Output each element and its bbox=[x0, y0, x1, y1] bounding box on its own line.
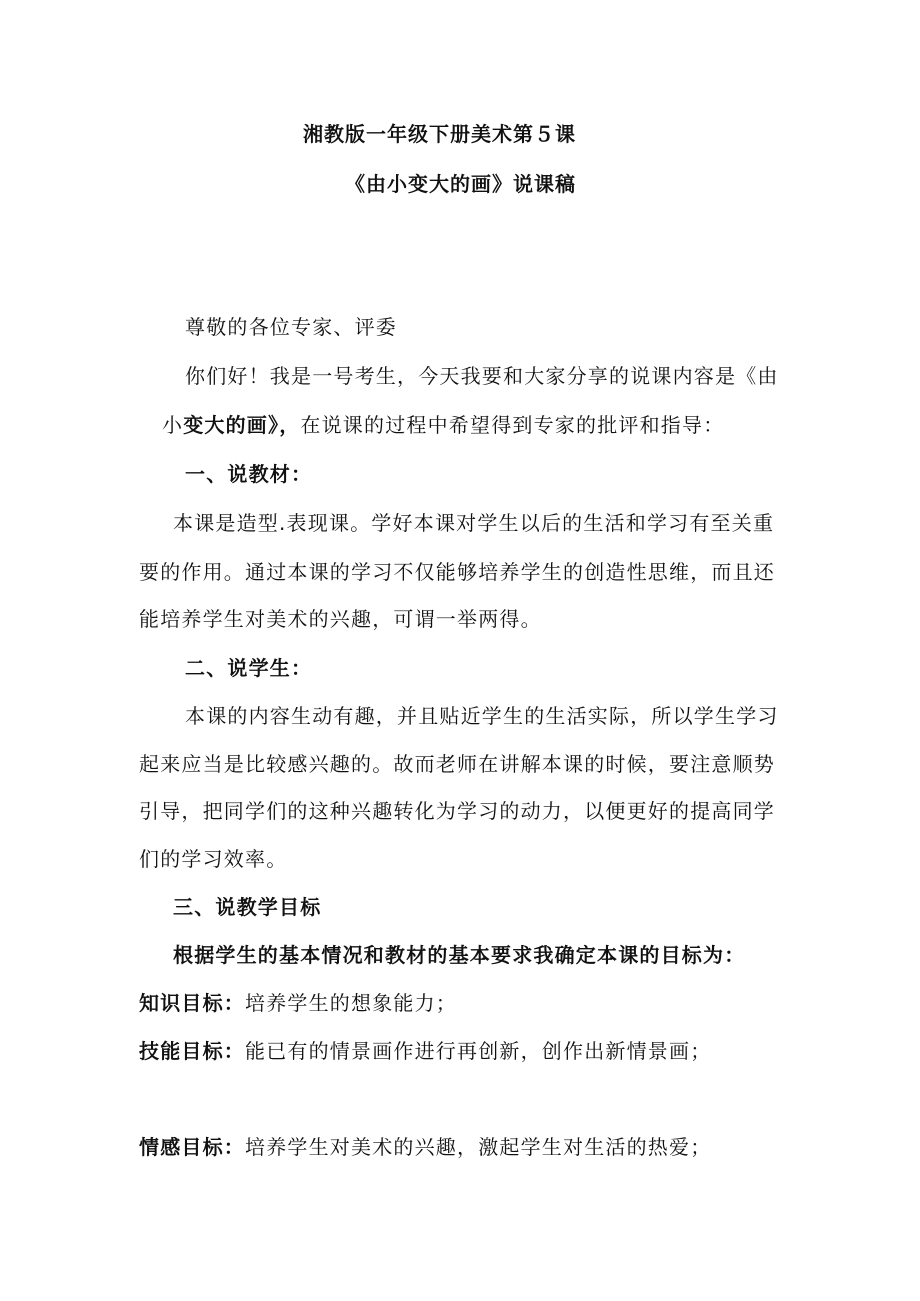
section-students-line-1: 本课的内容生动有趣，并且贴近学生的生活实际，所以学生学习 bbox=[185, 704, 779, 728]
section-heading-students: 二、说学生： bbox=[185, 656, 313, 680]
goals-summary: 根据学生的基本情况和教材的基本要求我确定本课的目标为： bbox=[173, 943, 746, 967]
intro-line-2 bbox=[162, 411, 724, 439]
section-textbook-line-1: 本课是造型.表现课。学好本课对学生以后的生活和学习有至关重 bbox=[173, 511, 775, 535]
document-title: 湘教版一年级下册美术第５课 bbox=[303, 122, 576, 146]
intro-line-2-rest: 在说课的过程中希望得到专家的批评和指导： bbox=[300, 413, 725, 437]
section-heading-textbook: 一、说教材： bbox=[185, 462, 313, 486]
goal-knowledge-label: 知识目标： bbox=[139, 991, 245, 1015]
section-textbook-line-3: 能培养学生对美术的兴趣，可谓一举两得。 bbox=[139, 607, 542, 631]
intro-line-2-bold: 变大的画》， bbox=[183, 413, 301, 437]
document-subtitle: 《由小变大的画》说课稿 bbox=[345, 172, 576, 196]
section-textbook-line-2: 要的作用。通过本课的学习不仅能够培养学生的创造性思维，而且还 bbox=[139, 560, 775, 584]
goal-knowledge bbox=[139, 989, 457, 1017]
goal-emotion-text: 培养学生对美术的兴趣，激起学生对生活的热爱； bbox=[245, 1135, 712, 1159]
goal-emotion bbox=[139, 1133, 711, 1161]
goal-knowledge-text: 培养学生的想象能力； bbox=[245, 991, 457, 1015]
section-students-line-2: 起来应当是比较感兴趣的。故而老师在讲解本课的时候，要注意顺势 bbox=[139, 752, 775, 776]
section-students-line-3: 引导，把同学们的这种兴趣转化为学习的动力，以便更好的提高同学 bbox=[139, 799, 775, 823]
section-heading-goals: 三、说教学目标 bbox=[173, 895, 322, 919]
goal-skill-label: 技能目标： bbox=[139, 1039, 245, 1063]
goal-emotion-label: 情感目标： bbox=[139, 1135, 245, 1159]
intro-line-2-start: 小 bbox=[162, 413, 184, 437]
greeting: 尊敬的各位专家、评委 bbox=[185, 315, 397, 339]
goal-skill bbox=[139, 1037, 711, 1065]
intro-line-1: 你们好！我是一号考生，今天我要和大家分享的说课内容是《由 bbox=[185, 364, 779, 388]
goal-skill-text: 能已有的情景画作进行再创新，创作出新情景画； bbox=[245, 1039, 712, 1063]
section-students-line-4: 们的学习效率。 bbox=[139, 847, 288, 871]
